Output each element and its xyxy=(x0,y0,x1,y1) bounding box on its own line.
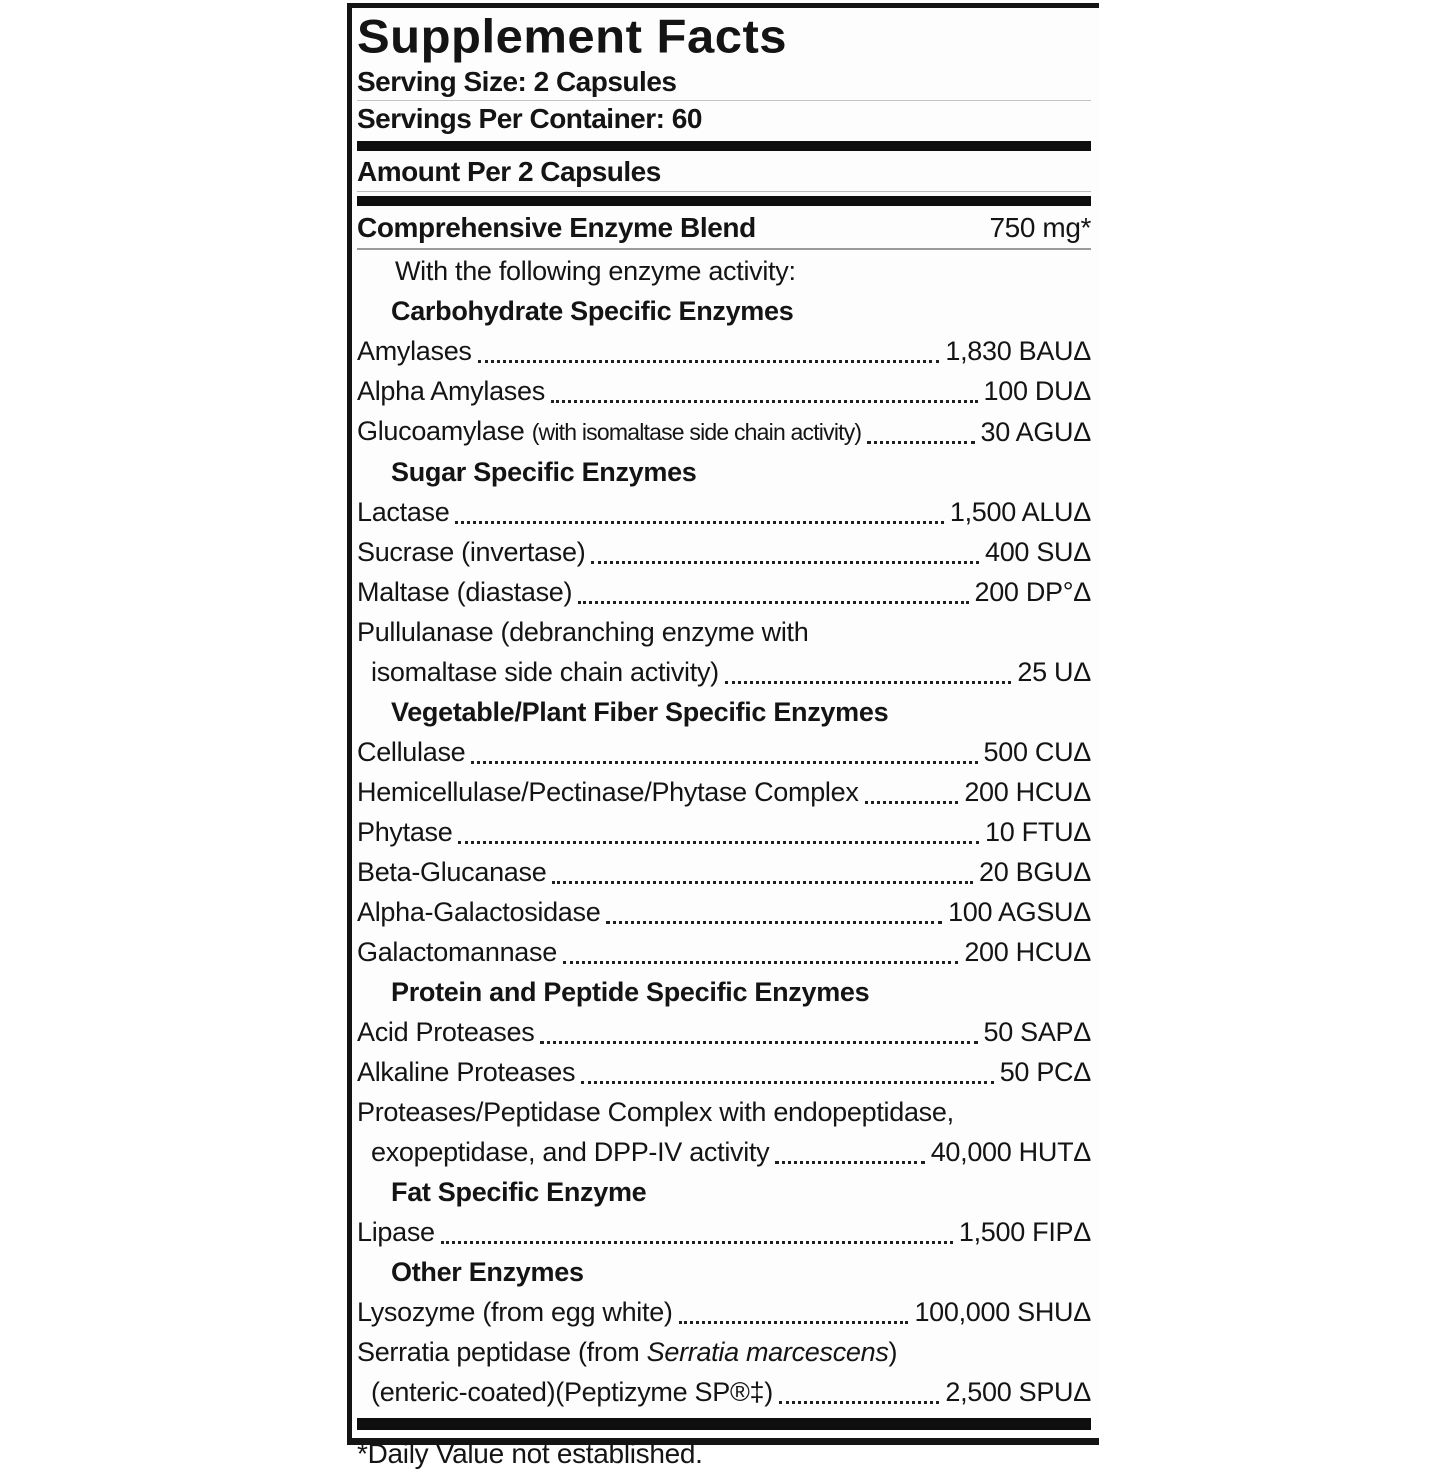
enzyme-name: Hemicellulase/Pectinase/Phytase Complex xyxy=(357,777,859,807)
enzyme-row xyxy=(357,772,1091,812)
enzyme-row xyxy=(357,532,1091,572)
enzyme-row xyxy=(357,812,1091,852)
enzyme-name: Protein and Peptide Specific Enzymes xyxy=(391,977,870,1007)
enzyme-amount: 500 CUΔ xyxy=(983,737,1091,767)
enzyme-amount: 1,830 BAUΔ xyxy=(945,336,1091,366)
enzyme-row xyxy=(357,411,1091,452)
enzyme-name: Acid Proteases xyxy=(357,1017,535,1047)
enzyme-name: Lysozyme (from egg white) xyxy=(357,1297,673,1327)
dotted-leader xyxy=(865,801,959,804)
enzyme-row xyxy=(357,932,1091,972)
enzyme-name: Phytase xyxy=(357,817,453,847)
enzyme-row-line2 xyxy=(357,1132,1091,1172)
enzyme-row-line1 xyxy=(357,612,1091,652)
enzyme-row xyxy=(357,492,1091,532)
enzyme-name: Sucrase (invertase) xyxy=(357,537,586,567)
enzyme-amount: 200 HCUΔ xyxy=(964,937,1091,967)
dotted-leader xyxy=(725,681,1012,684)
enzyme-amount: 1,500 FIPΔ xyxy=(958,1217,1091,1247)
servings-per-container: Servings Per Container: 60 xyxy=(357,103,702,134)
enzyme-name: Other Enzymes xyxy=(391,1257,584,1287)
enzyme-activity-note xyxy=(357,251,1091,291)
enzyme-row xyxy=(357,852,1091,892)
enzyme-amount: 50 SAPΔ xyxy=(983,1017,1091,1047)
enzyme-category-header xyxy=(357,452,1091,492)
dotted-leader xyxy=(591,561,979,564)
enzyme-row-line2 xyxy=(357,652,1091,692)
enzyme-row xyxy=(357,1052,1091,1092)
dotted-leader xyxy=(455,521,943,524)
enzyme-row xyxy=(357,1292,1091,1332)
enzyme-name: isomaltase side chain activity) xyxy=(371,657,719,687)
enzyme-name: Lactase xyxy=(357,497,450,527)
enzyme-name: Amylases xyxy=(357,336,472,366)
enzyme-row xyxy=(357,732,1091,772)
dotted-leader xyxy=(551,400,978,403)
dotted-leader xyxy=(471,761,977,764)
enzyme-row xyxy=(357,892,1091,932)
enzyme-row xyxy=(357,572,1091,612)
enzyme-category-header xyxy=(357,972,1091,1012)
enzyme-name: Alkaline Proteases xyxy=(357,1057,576,1087)
dotted-leader xyxy=(478,360,940,363)
enzyme-name: Sugar Specific Enzymes xyxy=(391,457,697,487)
enzyme-amount: 20 BGUΔ xyxy=(979,857,1091,887)
enzyme-category-header xyxy=(357,1172,1091,1212)
dotted-leader xyxy=(540,1041,977,1044)
enzyme-row xyxy=(357,1212,1091,1252)
amount-per-heading: Amount Per 2 Capsules xyxy=(357,153,1091,192)
enzyme-amount: 40,000 HUTΔ xyxy=(930,1137,1091,1167)
enzyme-name: exopeptidase, and DPP-IV activity xyxy=(371,1137,770,1167)
dotted-leader xyxy=(581,1081,993,1084)
divider-bar xyxy=(357,196,1091,206)
dotted-leader xyxy=(679,1321,909,1324)
dotted-leader xyxy=(779,1401,939,1404)
enzyme-name: Lipase xyxy=(357,1217,435,1247)
enzyme-name: Fat Specific Enzyme xyxy=(391,1177,647,1207)
enzyme-row-line1 xyxy=(357,1092,1091,1132)
daily-value-footnote: *Daily Value not established. xyxy=(357,1438,703,1469)
enzyme-name: Serratia peptidase (from Serratia marcescens) xyxy=(357,1337,898,1367)
divider-bar xyxy=(357,1418,1091,1430)
panel-title: Supplement Facts xyxy=(357,11,788,64)
enzyme-name: Vegetable/Plant Fiber Specific Enzymes xyxy=(391,697,889,727)
enzyme-name: Beta-Glucanase xyxy=(357,857,547,887)
enzyme-amount: 100,000 SHUΔ xyxy=(914,1297,1091,1327)
enzyme-category-header xyxy=(357,692,1091,732)
enzyme-name: Alpha-Galactosidase xyxy=(357,897,601,927)
enzyme-name: Maltase (diastase) xyxy=(357,577,573,607)
enzyme-amount: 50 PCΔ xyxy=(999,1057,1091,1087)
dotted-leader xyxy=(867,441,974,444)
dotted-leader xyxy=(552,881,973,884)
enzyme-amount: 100 DUΔ xyxy=(983,376,1091,406)
dotted-leader xyxy=(441,1241,953,1244)
dotted-leader xyxy=(578,601,968,604)
enzyme-rows xyxy=(357,251,1091,1412)
enzyme-name: Proteases/Peptidase Complex with endopeptidase, xyxy=(357,1097,954,1127)
dotted-leader xyxy=(606,921,942,924)
enzyme-amount: 10 FTUΔ xyxy=(985,817,1091,847)
serving-size: Serving Size: 2 Capsules xyxy=(357,64,1091,101)
enzyme-row xyxy=(357,1012,1091,1052)
enzyme-category-header xyxy=(357,1252,1091,1292)
enzyme-name: Glucoamylase (with isomaltase side chain activity) xyxy=(357,416,862,446)
supplement-facts-panel xyxy=(347,3,1099,1469)
dotted-leader xyxy=(775,1161,924,1164)
divider-bar xyxy=(357,141,1091,151)
enzyme-amount: 200 HCUΔ xyxy=(964,777,1091,807)
dotted-leader xyxy=(563,961,958,964)
enzyme-amount: 200 DP°Δ xyxy=(974,577,1091,607)
dotted-leader xyxy=(458,841,979,844)
enzyme-blend-name: Comprehensive Enzyme Blend xyxy=(357,212,756,243)
enzyme-name: Pullulanase (debranching enzyme with xyxy=(357,617,809,647)
enzyme-name: Carbohydrate Specific Enzymes xyxy=(391,296,794,326)
enzyme-name: With the following enzyme activity: xyxy=(395,256,796,286)
enzyme-name: Galactomannase xyxy=(357,937,557,967)
enzyme-amount: 30 AGUΔ xyxy=(980,417,1091,447)
enzyme-blend-amount: 750 mg* xyxy=(989,212,1091,243)
enzyme-amount: 400 SUΔ xyxy=(985,537,1091,567)
enzyme-row xyxy=(357,371,1091,411)
enzyme-amount: 25 UΔ xyxy=(1017,657,1091,687)
enzyme-amount: 2,500 SPUΔ xyxy=(945,1377,1091,1407)
enzyme-row-line2 xyxy=(357,1372,1091,1412)
enzyme-amount: 100 AGSUΔ xyxy=(948,897,1091,927)
enzyme-category-header xyxy=(357,291,1091,331)
enzyme-name: Cellulase xyxy=(357,737,466,767)
enzyme-amount: 1,500 ALUΔ xyxy=(949,497,1091,527)
enzyme-row-line1 xyxy=(357,1332,1091,1372)
enzyme-blend-row xyxy=(357,208,1091,250)
enzyme-name: Alpha Amylases xyxy=(357,376,545,406)
enzyme-row xyxy=(357,331,1091,371)
enzyme-name: (enteric-coated)(Peptizyme SP®‡) xyxy=(371,1377,773,1407)
